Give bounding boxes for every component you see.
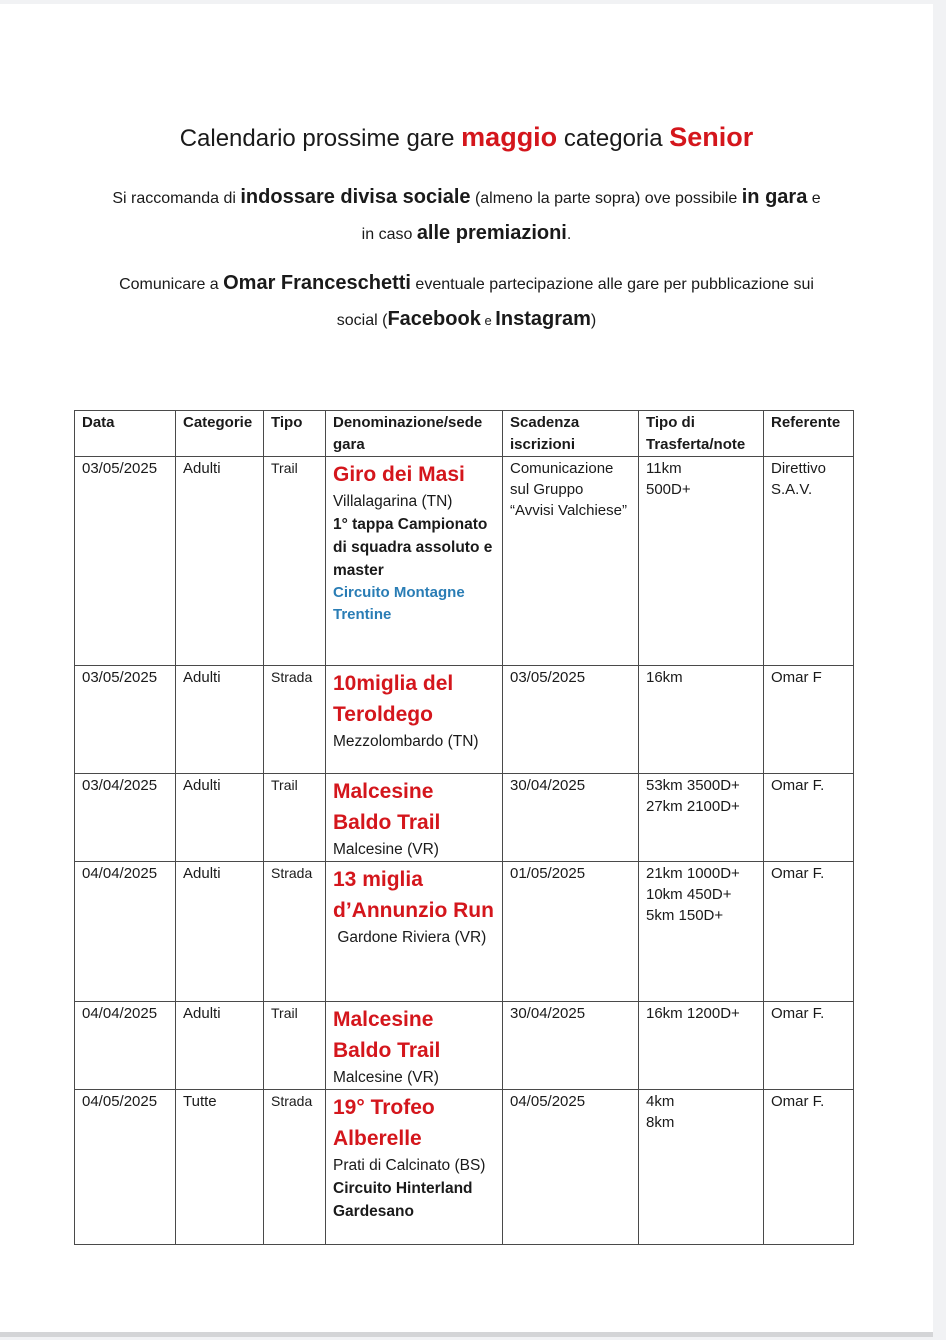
notice-text: in caso xyxy=(361,226,417,243)
cell-scadenza: Comunicazione sul Gruppo “Avvisi Valchiese” xyxy=(503,457,639,666)
notice-text: e xyxy=(807,190,821,207)
note-line: 8km xyxy=(646,1114,675,1131)
cell-note xyxy=(639,666,764,774)
cell-tipo: Strada xyxy=(264,1090,326,1245)
table-row xyxy=(75,774,854,862)
facebook-label: Facebook xyxy=(387,308,481,330)
cell-data: 03/04/2025 xyxy=(75,774,176,862)
cell-categorie: Adulti xyxy=(176,774,264,862)
contact-line-1 xyxy=(0,272,933,295)
cell-data: 04/05/2025 xyxy=(75,1090,176,1245)
note-line: 16km 1200D+ xyxy=(646,1005,740,1022)
title-text-2: categoria xyxy=(557,125,670,152)
notice-bold: in gara xyxy=(741,186,808,208)
cell-note xyxy=(639,1002,764,1090)
notice-bold: alle premiazioni xyxy=(416,222,567,244)
header-trasferta: Tipo di Trasferta/note xyxy=(639,411,764,457)
header-data: Data xyxy=(75,411,176,457)
cell-referente: Omar F. xyxy=(764,1002,854,1090)
cell-categorie: Adulti xyxy=(176,666,264,774)
cell-tipo: Trail xyxy=(264,1002,326,1090)
cell-denominazione xyxy=(326,1090,503,1245)
cell-scadenza: 03/05/2025 xyxy=(503,666,639,774)
contact-text: social ( xyxy=(336,312,388,329)
race-name: Giro dei Masi xyxy=(333,463,465,486)
cell-tipo: Trail xyxy=(264,457,326,666)
contact-name: Omar Franceschetti xyxy=(223,272,411,294)
table-row xyxy=(75,666,854,774)
notice-text: (almeno la parte sopra) ove possibile xyxy=(470,190,742,207)
title-month: maggio xyxy=(461,122,558,152)
cell-note xyxy=(639,774,764,862)
header-referente: Referente xyxy=(764,411,854,457)
table-row xyxy=(75,457,854,666)
cell-tipo: Strada xyxy=(264,666,326,774)
note-line: 21km 1000D+ xyxy=(646,865,740,882)
race-place: Malcesine (VR) xyxy=(333,1069,439,1086)
header-denominazione: Denominazione/sede gara xyxy=(326,411,503,457)
race-place: Villalagarina (TN) xyxy=(333,493,453,510)
cell-tipo: Strada xyxy=(264,862,326,1002)
race-name: 19° Trofeo Alberelle xyxy=(333,1096,435,1150)
notice-bold: indossare divisa sociale xyxy=(240,186,471,208)
contact-text: ) xyxy=(590,312,597,329)
cell-referente: Omar F xyxy=(764,666,854,774)
cell-referente: Omar F. xyxy=(764,1090,854,1245)
contact-text: e xyxy=(480,313,496,328)
cell-data: 04/04/2025 xyxy=(75,862,176,1002)
cell-scadenza: 30/04/2025 xyxy=(503,1002,639,1090)
cell-scadenza: 30/04/2025 xyxy=(503,774,639,862)
note-line: 53km 3500D+ xyxy=(646,777,740,794)
title-text: Calendario prossime gare xyxy=(179,125,462,152)
race-place: Prati di Calcinato (BS) xyxy=(333,1157,486,1174)
contact-text: Comunicare a xyxy=(119,276,224,293)
cell-data: 03/05/2025 xyxy=(75,666,176,774)
page-title xyxy=(0,122,933,153)
race-extra: 1° tappa Campionato di squadra assoluto e master xyxy=(333,516,493,579)
race-circuit: Circuito Hinterland Gardesano xyxy=(333,1180,473,1220)
cell-data: 03/05/2025 xyxy=(75,457,176,666)
note-line: 4km xyxy=(646,1093,675,1110)
notice-text: Si raccomanda di xyxy=(112,190,241,207)
cell-categorie: Adulti xyxy=(176,457,264,666)
races-table xyxy=(74,410,854,1245)
race-name: 10miglia del Teroldego xyxy=(333,672,454,726)
note-line: 27km 2100D+ xyxy=(646,798,740,815)
race-place: Mezzolombardo (TN) xyxy=(333,733,479,750)
note-line: 10km 450D+ xyxy=(646,886,732,903)
header-tipo: Tipo xyxy=(264,411,326,457)
table-row xyxy=(75,862,854,1002)
cell-categorie: Tutte xyxy=(176,1090,264,1245)
contact-text: eventuale partecipazione alle gare per pubblicazione sui xyxy=(410,276,814,293)
header-categorie: Categorie xyxy=(176,411,264,457)
cell-denominazione xyxy=(326,774,503,862)
cell-data: 04/04/2025 xyxy=(75,1002,176,1090)
race-name: Malcesine Baldo Trail xyxy=(333,780,441,834)
note-line: 16km xyxy=(646,669,683,686)
race-circuit: Circuito Montagne Trentine xyxy=(333,584,465,623)
table-row xyxy=(75,1002,854,1090)
cell-note xyxy=(639,457,764,666)
cell-scadenza: 04/05/2025 xyxy=(503,1090,639,1245)
notice-text: . xyxy=(566,226,572,243)
contact-line-2 xyxy=(0,308,933,331)
cell-denominazione xyxy=(326,862,503,1002)
race-name: Malcesine Baldo Trail xyxy=(333,1008,441,1062)
cell-scadenza: 01/05/2025 xyxy=(503,862,639,1002)
cell-categorie: Adulti xyxy=(176,862,264,1002)
cell-referente: Omar F. xyxy=(764,774,854,862)
cell-denominazione xyxy=(326,1002,503,1090)
table-row xyxy=(75,1090,854,1245)
notice-line-1 xyxy=(0,186,933,209)
cell-denominazione xyxy=(326,457,503,666)
table-header-row xyxy=(75,411,854,457)
cell-note xyxy=(639,862,764,1002)
instagram-label: Instagram xyxy=(495,308,591,330)
cell-categorie: Adulti xyxy=(176,1002,264,1090)
page-bottom-edge xyxy=(0,1332,933,1337)
note-line: 500D+ xyxy=(646,481,691,498)
cell-tipo: Trail xyxy=(264,774,326,862)
note-line: 11km xyxy=(646,460,682,477)
cell-referente: Omar F. xyxy=(764,862,854,1002)
note-line: 5km 150D+ xyxy=(646,907,724,924)
race-place: Malcesine (VR) xyxy=(333,841,439,858)
notice-line-2 xyxy=(0,222,933,245)
header-scadenza: Scadenza iscrizioni xyxy=(503,411,639,457)
cell-referente: Direttivo S.A.V. xyxy=(764,457,854,666)
race-name: 13 miglia d’Annunzio Run xyxy=(333,868,494,922)
race-place: Gardone Riviera (VR) xyxy=(333,929,487,946)
title-category: Senior xyxy=(669,122,754,152)
cell-note xyxy=(639,1090,764,1245)
cell-denominazione xyxy=(326,666,503,774)
